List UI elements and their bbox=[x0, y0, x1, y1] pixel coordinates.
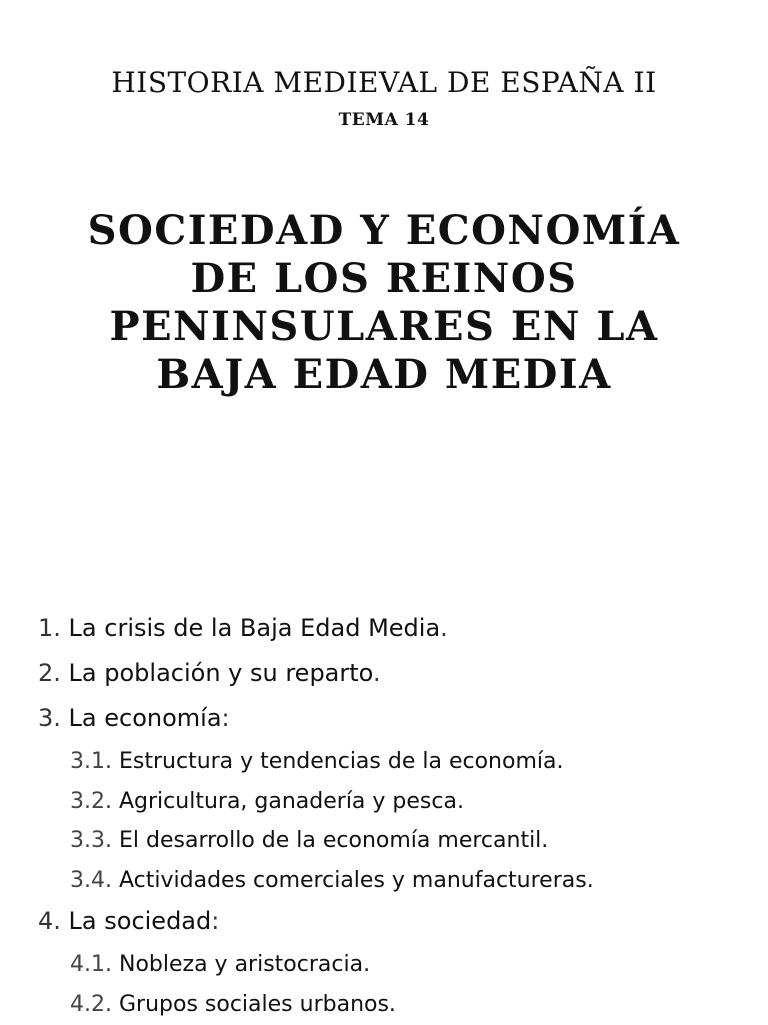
tema-label: TEMA 14 bbox=[0, 110, 768, 130]
outline-list bbox=[38, 608, 758, 1025]
outline-text: Nobleza y aristocracia. bbox=[119, 952, 370, 977]
title-line: BAJA EDAD MEDIA bbox=[40, 351, 728, 399]
outline-text: Estructura y tendencias de la economía. bbox=[119, 749, 563, 774]
outline-item: 3. La economía: bbox=[38, 698, 758, 743]
outline-number: 3 bbox=[38, 704, 53, 732]
outline-number: 4 bbox=[38, 907, 53, 935]
outline-subitem: 3.2. Agricultura, ganadería y pesca. bbox=[38, 783, 758, 823]
outline-item: 1. La crisis de la Baja Edad Media. bbox=[38, 608, 758, 653]
outline-item: 4. La sociedad: bbox=[38, 901, 758, 946]
title-line: PENINSULARES EN LA bbox=[40, 303, 728, 351]
outline-text: La economía bbox=[69, 704, 222, 732]
outline-text: El desarrollo de la economía mercantil. bbox=[119, 828, 548, 853]
outline-subitem: 3.4. Actividades comerciales y manufactureras. bbox=[38, 862, 758, 902]
outline-text: La población y su reparto bbox=[69, 659, 373, 687]
course-title: HISTORIA MEDIEVAL DE ESPAÑA II bbox=[0, 66, 768, 99]
outline-subitem: 4.2. Grupos sociales urbanos. bbox=[38, 986, 758, 1025]
outline-number: 3.1 bbox=[70, 749, 105, 774]
outline-text: La sociedad bbox=[69, 907, 212, 935]
outline-item: 2. La población y su reparto. bbox=[38, 653, 758, 698]
outline-number: 4.1 bbox=[70, 952, 105, 977]
outline-number: 4.2 bbox=[70, 992, 105, 1017]
outline-subitem: 3.1. Estructura y tendencias de la economía. bbox=[38, 743, 758, 783]
title-line: DE LOS REINOS bbox=[40, 255, 728, 303]
title-line: SOCIEDAD Y ECONOMÍA bbox=[40, 207, 728, 255]
outline-subitem: 3.3. El desarrollo de la economía mercantil. bbox=[38, 822, 758, 862]
outline-number: 3.3 bbox=[70, 828, 105, 853]
outline-text: Grupos sociales urbanos. bbox=[119, 992, 396, 1017]
outline-subitem: 4.1. Nobleza y aristocracia. bbox=[38, 946, 758, 986]
outline-text: Actividades comerciales y manufactureras. bbox=[119, 868, 594, 893]
outline-number: 3.2 bbox=[70, 789, 105, 814]
outline-number: 3.4 bbox=[70, 868, 105, 893]
outline-number: 1 bbox=[38, 614, 53, 642]
outline-text: La crisis de la Baja Edad Media bbox=[69, 614, 441, 642]
outline-number: 2 bbox=[38, 659, 53, 687]
outline-text: Agricultura, ganadería y pesca. bbox=[119, 789, 464, 814]
page-title bbox=[40, 207, 728, 399]
